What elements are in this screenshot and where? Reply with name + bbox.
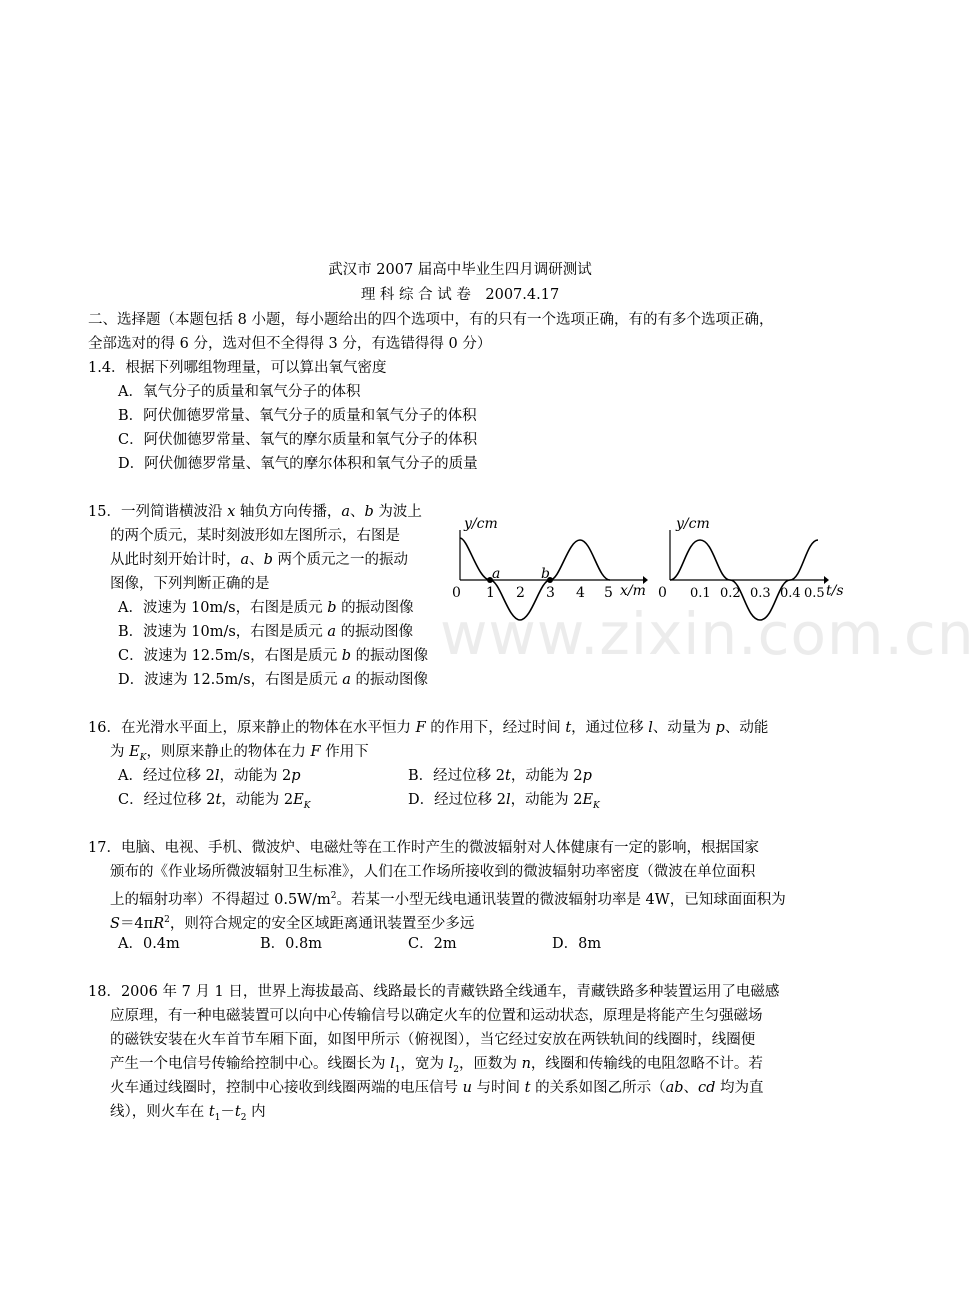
q16-option-b: B．经过位移 2t，动能为 2p	[408, 768, 592, 784]
wave-origin-label: 0	[452, 585, 461, 601]
wave-point-a-label: a	[492, 566, 501, 582]
wave-tick-label: 4	[576, 585, 585, 601]
q18-stem-line1: 18．2006 年 7 月 1 日，世界上海拔最高、线路最长的青藏铁路全线通车，青藏铁路多种装置运用了电磁感	[88, 984, 780, 1000]
q15-stem-line3: 从此时刻开始计时，a、b 两个质元之一的振动	[110, 552, 409, 568]
vibration-tick-label: 0.4	[780, 586, 801, 601]
q14-option-d: D．阿伏伽德罗常量、氧气的摩尔体积和氧气分子的质量	[118, 456, 478, 472]
q15-option-c: C．波速为 12.5m/s，右图是质元 b 的振动图像	[118, 648, 429, 664]
q15-stem-line1: 15．一列简谐横波沿 x 轴负方向传播，a、b 为波上	[88, 504, 422, 520]
q15-stem-line4: 图像，下列判断正确的是	[110, 576, 270, 592]
q17-option-d: D．8m	[552, 936, 602, 952]
wave-point-b-label: b	[541, 566, 550, 582]
q14-stem: 1.4．根据下列哪组物理量，可以算出氧气密度	[88, 360, 387, 376]
vibration-y-label: y/cm	[676, 516, 710, 532]
q16-option-d: D．经过位移 2l，动能为 $2E_K$	[408, 792, 600, 811]
wave-x-label: x/m	[620, 583, 646, 599]
q15-option-d: D．波速为 12.5m/s，右图是质元 a 的振动图像	[118, 672, 428, 688]
vibration-t-label: t/s	[826, 583, 844, 599]
q14-option-a: A．氧气分子的质量和氧气分子的体积	[118, 384, 361, 400]
q18-stem-line5: 火车通过线圈时，控制中心接收到线圈两端的电压信号 u 与时间 t 的关系如图乙所示（ab、cd 均为直	[110, 1080, 764, 1096]
q18-stem-line2: 应原理，有一种电磁装置可以向中心传输信号以确定火车的位置和运动状态，原理是将能产生匀强磁场	[110, 1008, 763, 1024]
q17-stem-line1: 17．电脑、电视、手机、微波炉、电磁灶等在工作时产生的微波辐射对人体健康有一定的影响，根据国家	[88, 840, 759, 856]
vibration-origin-label: 0	[658, 585, 667, 601]
section-instructions-line1: 二、选择题（本题包括 8 小题，每小题给出的四个选项中，有的只有一个选项正确，有的有多个选项正确，	[88, 312, 774, 328]
vibration-tick-label: 0.1	[690, 586, 711, 601]
page-title: 武汉市 2007 届高中毕业生四月调研测试	[328, 262, 592, 278]
vibration-tick-label: 0.3	[750, 586, 771, 601]
wave-tick-label: 3	[546, 585, 555, 601]
q18-stem-line3: 的磁铁安装在火车首节车厢下面，如图甲所示（俯视图），当它经过安放在两铁轨间的线圈时，线圈便	[110, 1032, 756, 1048]
wave-tick-label: 5	[604, 585, 613, 601]
wave-y-label: y/cm	[464, 516, 498, 532]
q17-option-c: C．2m	[408, 936, 457, 952]
q14-option-b: B．阿伏伽德罗常量、氧气分子的质量和氧气分子的体积	[118, 408, 477, 424]
q16-stem-line1: 16．在光滑水平面上，原来静止的物体在水平恒力 F 的作用下，经过时间 t，通过位移 l、动量为 p、动能	[88, 720, 769, 736]
q17-stem-line4: $S=4\pi R^2$，则符合规定的安全区域距离通讯装置至少多远	[110, 915, 475, 932]
q17-option-b: B．0.8m	[260, 936, 322, 952]
wave-graph	[448, 508, 648, 628]
watermark: www.zixin.com.cn	[440, 600, 975, 668]
q17-stem-line2: 颁布的《作业场所微波辐射卫生标准》，人们在工作场所接收到的微波辐射功率密度（微波在单位面积	[110, 864, 756, 880]
q17-stem-line3: 上的辐射功率）不得超过 $0.5W/m^2$。若某一小型无线电通讯装置的微波辐射功率是 4W，已知球面面积为	[110, 891, 786, 908]
wave-curve	[460, 538, 610, 620]
section-instructions-line2: 全部选对的得 6 分，选对但不全得得 3 分，有选错得得 0 分）	[88, 336, 492, 352]
q18-stem-line4: 产生一个电信号传输给控制中心。线圈长为 $l_1$，宽为 $l_2$，匝数为 n，线圈和传输线的电阻忽略不计。若	[110, 1056, 763, 1075]
q15-option-b: B．波速为 10m/s，右图是质元 a 的振动图像	[118, 624, 414, 640]
q18-stem-line6: 线），则火车在 $t_1-t_2$ 内	[110, 1104, 266, 1123]
vibration-tick-label: 0.5	[804, 586, 825, 601]
vibration-tick-label: 0.2	[720, 586, 741, 601]
q14-option-c: C．阿伏伽德罗常量、氧气的摩尔质量和氧气分子的体积	[118, 432, 478, 448]
q16-stem-line2: 为 $E_K$，则原来静止的物体在力 F 作用下	[110, 744, 369, 763]
q15-stem-line2: 的两个质元，某时刻波形如左图所示，右图是	[110, 528, 400, 544]
wave-tick-label: 1	[486, 585, 495, 601]
q17-option-a: A．0.4m	[118, 936, 180, 952]
q15-option-a: A．波速为 10m/s，右图是质元 b 的振动图像	[118, 600, 414, 616]
vibration-graph	[654, 508, 850, 628]
wave-tick-label: 2	[516, 585, 525, 601]
q16-option-c: C．经过位移 2t，动能为 $2E_K$	[118, 792, 311, 811]
q16-option-a: A．经过位移 2l，动能为 2p	[118, 768, 301, 784]
page-subtitle: 理 科 综 合 试 卷 2007.4.17	[360, 287, 560, 303]
